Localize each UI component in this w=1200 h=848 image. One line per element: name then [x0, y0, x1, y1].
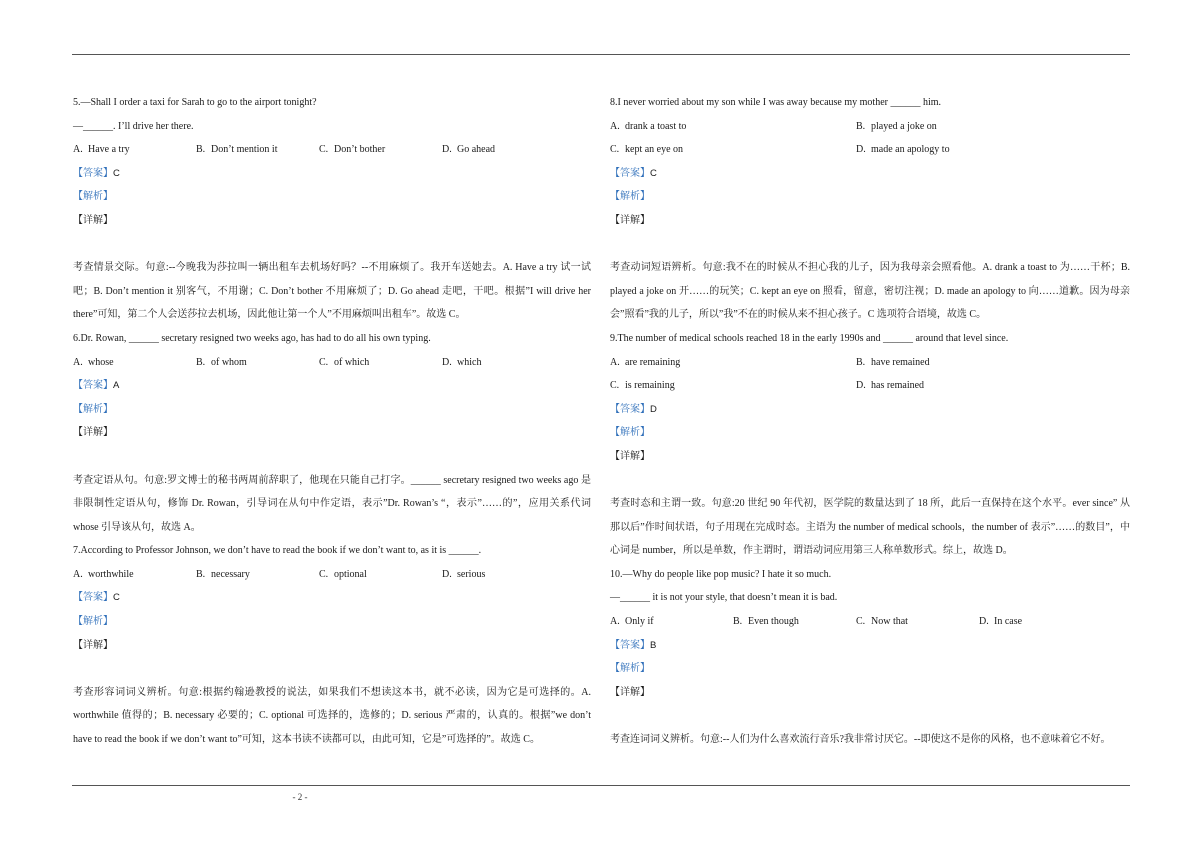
option-d: D. which: [442, 356, 482, 368]
question-6-explanation: 考查定语从句。句意:罗文博士的秘书两周前辞职了，他现在只能自己打字。______ secretary resigned two weeks ago 是非限制性定语从句，修饰 Dr. Rowan，引导词在从句中作定语，表示”Dr. Rowan’s “，表示”……的”，应用关系代词 whose 引导该从句，故选 A。: [73, 474, 591, 533]
option-b: B. Don’t mention it: [196, 144, 278, 156]
question-9-answer: 【答案】D: [610, 403, 657, 415]
question-10-stem: 10.—Why do people like pop music? I hate it so much.: [610, 568, 832, 580]
question-7-analysis-label: 【解析】: [73, 616, 113, 628]
question-8-options-row-1: [610, 115, 1130, 139]
question-8-explanation: 考查动词短语辨析。句意:我不在的时候从不担心我的儿子，因为我母亲会照看他。A. drank a toast to 为……干杯；B. played a joke on 开……的玩笑；C. kept an eye on 照看，留意，密切注视；D. made an apology to 向……道歉。因为母亲会”照看”我的儿子，所以”我”不在的时候从来不担心孩子。C 选项符合语境，故选 C。: [610, 262, 1130, 321]
option-c: C. is remaining: [610, 380, 675, 392]
question-5-answer: 【答案】C: [73, 167, 120, 179]
option-d: D. made an apology to: [856, 144, 950, 156]
question-6-stem: 6.Dr. Rowan, ______ secretary resigned two weeks ago, has had to do all his own typing.: [73, 332, 431, 344]
question-10-reply: —______ it is not your style, that doesn’t mean it is bad.: [610, 592, 838, 604]
option-c: C. optional: [319, 568, 367, 580]
question-8-options-row-2: [610, 138, 1130, 162]
question-10-explanation: 考查连词词义辨析。句意:--人们为什么喜欢流行音乐?我非常讨厌它。--即使这不是你的风格，也不意味着它不好。: [610, 734, 1111, 746]
option-c: C. Don’t bother: [319, 144, 386, 156]
question-10-detail-label: 【详解】: [610, 686, 650, 698]
option-d: D. Go ahead: [442, 144, 496, 156]
question-7-detail-label: 【详解】: [73, 639, 113, 651]
option-b: B. of whom: [196, 356, 247, 368]
question-10-analysis-label: 【解析】: [610, 663, 650, 675]
question-7-stem: 7.According to Professor Johnson, we don’t have to read the book if we don’t want to, as it is ______.: [73, 545, 482, 557]
option-a: A. worthwhile: [73, 568, 134, 580]
page-number: - 2 -: [292, 792, 308, 802]
option-d: D. serious: [442, 568, 486, 580]
question-8-detail-label: 【详解】: [610, 214, 650, 226]
question-9-stem: 9.The number of medical schools reached 18 in the early 1990s and ______ around that level since.: [610, 332, 1009, 344]
question-5-explanation: 考查情景交际。句意:--今晚我为莎拉叫一辆出租车去机场好吗？--不用麻烦了。我开车送她去。A. Have a try 试一试吧；B. Don’t mention it 别客气，不用谢；C. Don’t bother 不用麻烦了；D. Go ahead 走吧，干吧。根据”I will drive her there”可知，第二个人会送莎拉去机场，因此他让第一个人”不用麻烦叫出租车”。故选 C。: [73, 262, 591, 321]
question-9-options-row-1: [610, 351, 1130, 375]
option-b: B. Even though: [733, 616, 799, 628]
question-5-stem: 5.—Shall I order a taxi for Sarah to go to the airport tonight?: [73, 97, 317, 108]
option-a: A. Have a try: [73, 144, 130, 156]
option-a: A. are remaining: [610, 356, 681, 368]
question-9-explanation: 考查时态和主谓一致。句意:20 世纪 90 年代初，医学院的数量达到了 18 所，此后一直保持在这个水平。ever since” 从那以后”作时间状语，句子用现在完成时态。主语为 the number of medical schools，the number of 表示”……的数目”，中心词是 number，所以是单数，作主谓时，谓语动词应用第三人称单数形式。综上，故选 D。: [610, 498, 1130, 557]
question-7-explanation: 考查形容词词义辨析。句意:根据约翰逊教授的说法，如果我们不想读这本书，就不必读，因为它是可选择的。A. worthwhile 值得的；B. necessary 必要的；C. optional 可选择的，选修的；D. serious 严肃的，认真的。根据”we don’t have to read the book if we don’t want to”可知，这本书读不读都可以，由此可知，它是”可选择的”。故选 C。: [73, 686, 591, 746]
right-column: [610, 91, 1130, 752]
question-6-options: [73, 351, 591, 375]
option-a: A. drank a toast to: [610, 120, 687, 132]
question-6-answer: 【答案】A: [73, 380, 120, 392]
question-5-reply: —______. I’ll drive her there.: [73, 120, 194, 132]
option-d: D. In case: [979, 616, 1023, 628]
option-d: D. has remained: [856, 380, 925, 392]
option-c: C. Now that: [856, 616, 908, 628]
question-8-answer: 【答案】C: [610, 167, 657, 179]
question-6-analysis-label: 【解析】: [73, 403, 113, 415]
option-b: B. have remained: [856, 356, 930, 368]
question-5-analysis-label: 【解析】: [73, 191, 113, 203]
question-8-analysis-label: 【解析】: [610, 191, 650, 203]
option-c: C. of which: [319, 356, 370, 368]
header-rule: [72, 54, 1130, 55]
question-9-options-row-2: [610, 374, 1130, 398]
question-9-detail-label: 【详解】: [610, 450, 650, 462]
question-10-answer: 【答案】B: [610, 639, 657, 651]
question-9-analysis-label: 【解析】: [610, 427, 650, 439]
question-5-options: [73, 138, 591, 162]
question-8-stem: 8.I never worried about my son while I was away because my mother ______ him.: [610, 97, 942, 108]
option-a: A. Only if: [610, 616, 654, 628]
question-5-detail-label: 【详解】: [73, 214, 113, 226]
option-b: B. played a joke on: [856, 120, 937, 132]
option-a: A. whose: [73, 356, 114, 368]
question-6-detail-label: 【详解】: [73, 427, 113, 439]
option-b: B. necessary: [196, 568, 250, 580]
option-c: C. kept an eye on: [610, 144, 684, 156]
footer-rule: [72, 785, 1130, 786]
question-7-options: [73, 563, 591, 587]
question-7-answer: 【答案】C: [73, 592, 120, 604]
left-column: [73, 91, 591, 752]
question-10-options: [610, 610, 1130, 634]
